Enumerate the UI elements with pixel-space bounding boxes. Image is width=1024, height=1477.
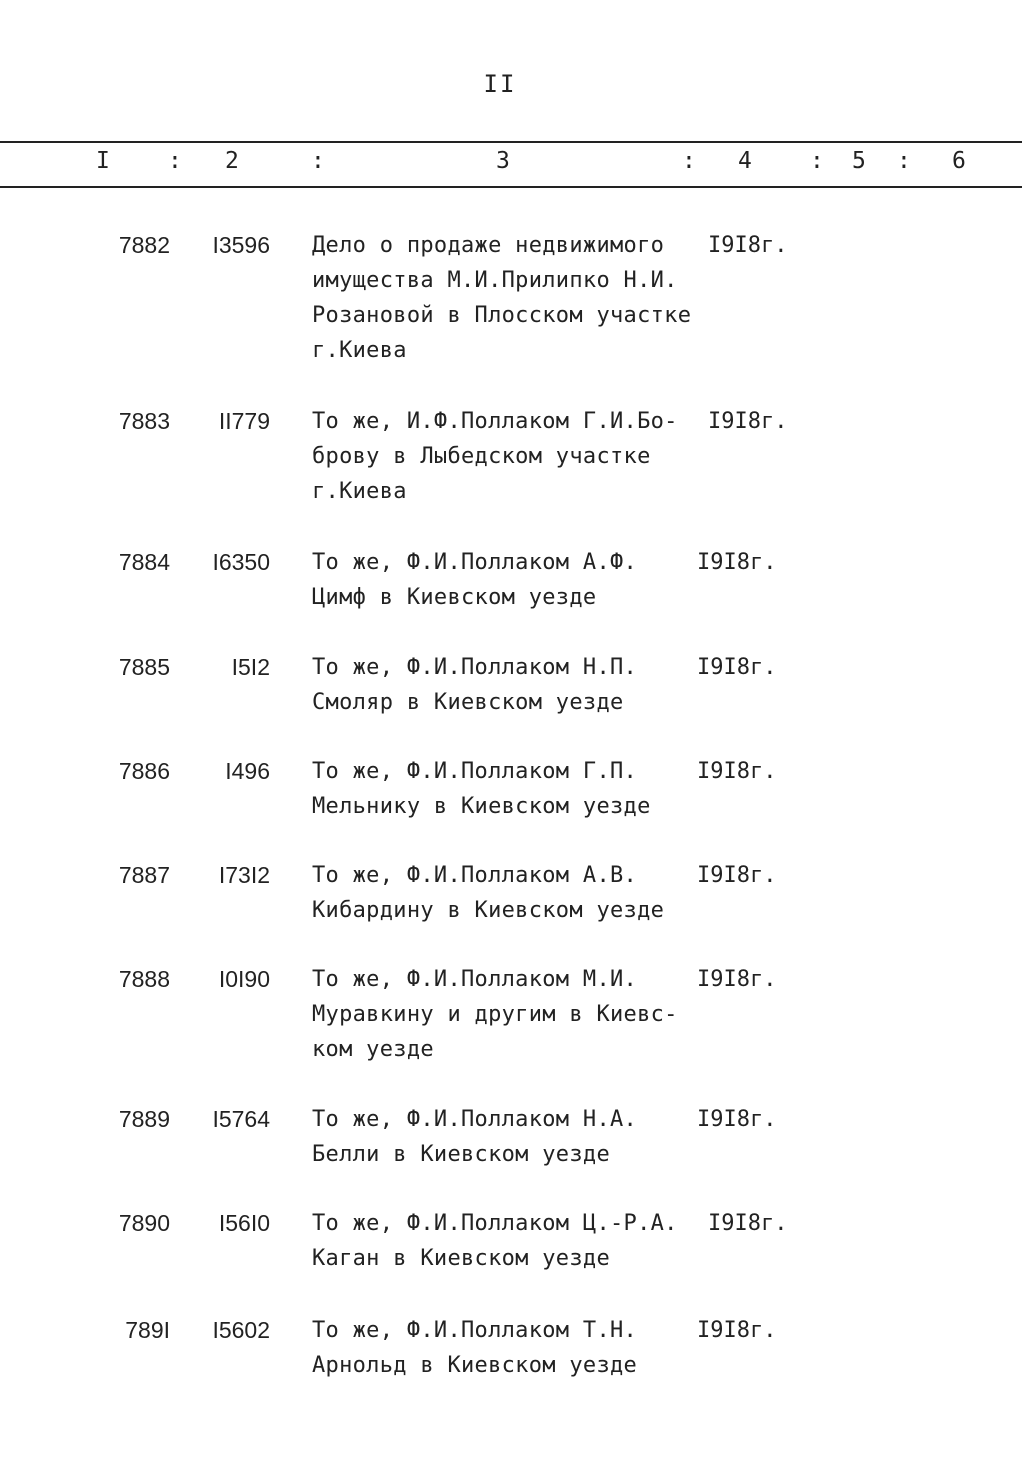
record-description <box>312 1313 712 1383</box>
column-header-5: 5 <box>852 148 866 174</box>
description-line: То же, Ф.И.Поллаком Н.П. <box>312 655 638 680</box>
description-line: Мельнику в Киевском уезде <box>312 794 651 819</box>
record-code: I5764 <box>212 1106 270 1132</box>
record-year: I9I8г. <box>697 1318 777 1343</box>
description-line: То же, Ф.И.Поллаком М.И. <box>312 967 638 992</box>
description-line: Дело о продаже недвижимого <box>312 233 665 258</box>
column-separator: : <box>311 148 325 174</box>
description-line: То же, Ф.И.Поллаком Г.П. <box>312 759 638 784</box>
record-number: 7882 <box>118 232 170 258</box>
record-code: I5602 <box>212 1317 270 1343</box>
description-line: То же, Ф.И.Поллаком Ц.-Р.А. <box>312 1211 678 1236</box>
record-year: I9I8г. <box>697 1107 777 1132</box>
column-header-4: 4 <box>738 148 752 174</box>
description-line: Каган в Киевском уезде <box>312 1246 610 1271</box>
record-description <box>312 404 712 509</box>
description-line: Цимф в Киевском уезде <box>312 585 597 610</box>
description-line: г.Киева <box>312 479 407 504</box>
record-number: 7884 <box>118 549 170 575</box>
column-separator: : <box>810 148 824 174</box>
record-year: I9I8г. <box>697 655 777 680</box>
record-year: I9I8г. <box>697 863 777 888</box>
record-number: 7890 <box>118 1210 170 1236</box>
description-line: Арнольд в Киевском уезде <box>312 1353 638 1378</box>
description-line: ком уезде <box>312 1037 434 1062</box>
column-header-3: 3 <box>496 148 510 174</box>
record-number: 7887 <box>118 862 170 888</box>
record-number: 7888 <box>118 966 170 992</box>
record-year: I9I8г. <box>697 550 777 575</box>
record-year: I9I8г. <box>708 409 788 434</box>
column-header-6: 6 <box>952 148 966 174</box>
column-separator: : <box>897 148 911 174</box>
column-separator: : <box>682 148 696 174</box>
header-rule-bottom <box>0 186 1022 188</box>
description-line: г.Киева <box>312 338 407 363</box>
record-year: I9I8г. <box>708 233 788 258</box>
record-number: 7886 <box>118 758 170 784</box>
description-line: Смоляр в Киевском уезде <box>312 690 624 715</box>
description-line: Белли в Киевском уезде <box>312 1142 610 1167</box>
description-line: То же, Ф.И.Поллаком Т.Н. <box>312 1318 638 1343</box>
record-year: I9I8г. <box>697 759 777 784</box>
column-header-1: I <box>96 148 110 174</box>
record-description <box>312 754 712 824</box>
record-number: 7883 <box>118 408 170 434</box>
description-line: Муравкину и другим в Киевс- <box>312 1002 678 1027</box>
record-code: I0I90 <box>218 966 270 992</box>
column-separator: : <box>168 148 182 174</box>
description-line: Кибардину в Киевском уезде <box>312 898 665 923</box>
record-number: 7889 <box>118 1106 170 1132</box>
record-year: I9I8г. <box>708 1211 788 1236</box>
record-description <box>312 1102 712 1172</box>
record-description <box>312 650 712 720</box>
record-code: I73I2 <box>218 862 270 888</box>
record-description <box>312 1206 712 1276</box>
record-number: 789I <box>125 1317 170 1343</box>
description-line: То же, Ф.И.Поллаком А.В. <box>312 863 638 888</box>
record-description <box>312 228 712 368</box>
description-line: брову в Лыбедском участке <box>312 444 651 469</box>
record-code: I5I2 <box>231 654 270 680</box>
record-description <box>312 962 712 1067</box>
description-line: То же, И.Ф.Поллаком Г.И.Бо- <box>312 409 678 434</box>
description-line: То же, Ф.И.Поллаком Н.А. <box>312 1107 638 1132</box>
description-line: Розановой в Плосском участке <box>312 303 692 328</box>
description-line: То же, Ф.И.Поллаком А.Ф. <box>312 550 638 575</box>
record-code: II779 <box>218 408 270 434</box>
record-code: I56I0 <box>218 1210 270 1236</box>
page-number: II <box>483 70 517 98</box>
record-code: I6350 <box>212 549 270 575</box>
column-header-2: 2 <box>225 148 239 174</box>
record-number: 7885 <box>118 654 170 680</box>
description-line: имущества М.И.Прилипко Н.И. <box>312 268 678 293</box>
record-code: I3596 <box>212 232 270 258</box>
record-description <box>312 545 712 615</box>
header-rule-top <box>0 141 1022 143</box>
record-year: I9I8г. <box>697 967 777 992</box>
record-description <box>312 858 712 928</box>
record-code: I496 <box>225 758 270 784</box>
